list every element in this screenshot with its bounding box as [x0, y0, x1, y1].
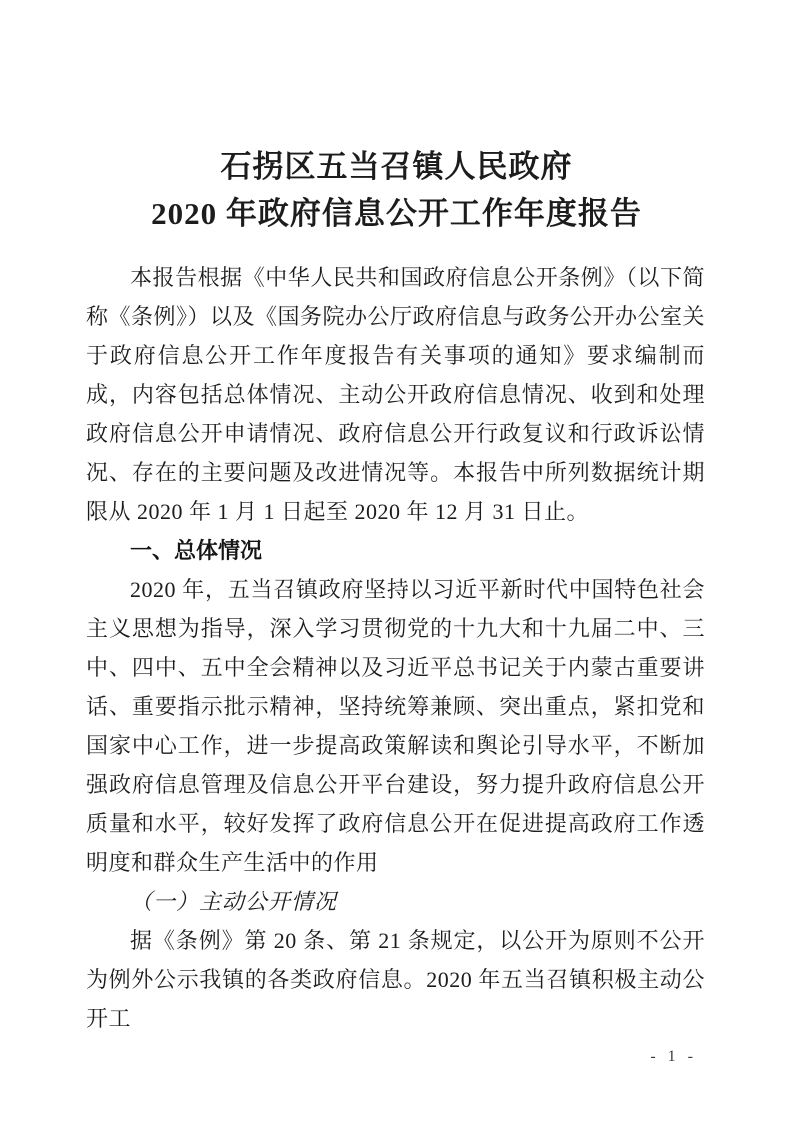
page-number: - 1 - [650, 1048, 697, 1065]
paragraph-intro: 本报告根据《中华人民共和国政府信息公开条例》（以下简称《条例》）以及《国务院办公厅政府信息与政务公开办公室关于政府信息公开工作年度报告有关事项的通知》要求编制而成，内容包括总体情况、主动公开政府信息情况、收到和处理政府信息公开申请情况、政府信息公开行政复议和行政诉讼情况、存在的主要问题及改进情况等。本报告中所列数据统计期限从 2020 年 1 月 1 日起至 2020 年 12 月 31 日止。 [86, 265, 706, 524]
document-title-line-2: 2020 年政府信息公开工作年度报告 [151, 196, 642, 231]
document-title [60, 143, 733, 237]
document-title-line-1: 石拐区五当召镇人民政府 [220, 149, 573, 184]
subsection-heading-proactive-disclosure: （一）主动公开情况 [130, 889, 338, 914]
section-heading-overall-situation: 一、总体情况 [130, 538, 263, 563]
document-body [86, 258, 705, 1038]
paragraph-proactive-disclosure: 据《条例》第 20 条、第 21 条规定，以公开为原则不公开为例外公示我镇的各类政府信息。2020 年五当召镇积极主动公开工 [86, 928, 705, 1031]
paragraph-overall-situation: 2020 年，五当召镇政府坚持以习近平新时代中国特色社会主义思想为指导，深入学习贯彻党的十九大和十九届二中、三中、四中、五中全会精神以及习近平总书记关于内蒙古重要讲话、重要指示批示精神，坚持统筹兼顾、突出重点，紧扣党和国家中心工作，进一步提高政策解读和舆论引导水平，不断加强政府信息管理及信息公开平台建设，努力提升政府信息公开质量和水平，较好发挥了政府信息公开在促进提高政府工作透明度和群众生产生活中的作用 [86, 577, 705, 875]
